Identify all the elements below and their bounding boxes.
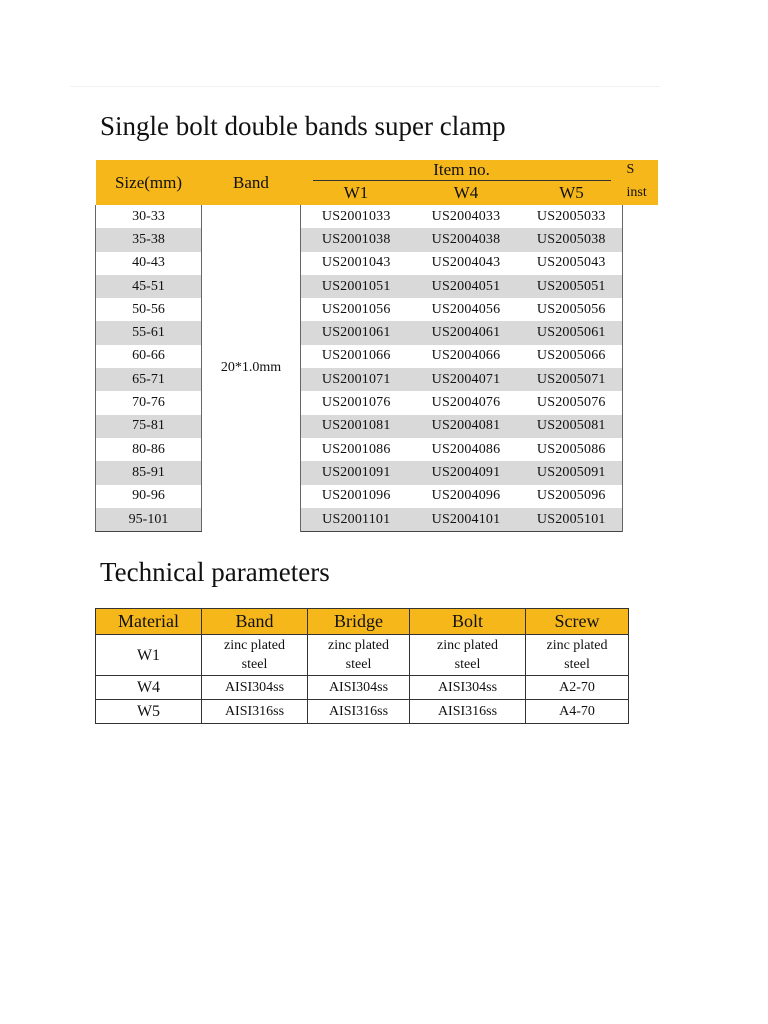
w5-cell: US2005066 <box>536 348 606 364</box>
material-cell: W4 <box>96 676 202 700</box>
screw-line1: zinc plated <box>546 638 608 653</box>
size-cell: 65-71 <box>96 368 202 391</box>
screw-cell: A4-70 <box>526 700 629 724</box>
w1-cell: US2001033 <box>321 208 391 224</box>
w4-cell: US2004091 <box>412 461 521 484</box>
table-row <box>96 461 659 484</box>
w5-cell: US2005038 <box>521 228 623 251</box>
w5-cell: US2005091 <box>521 461 623 484</box>
header-w4: W4 <box>412 180 521 205</box>
screw-cell <box>526 635 629 676</box>
w5-cell: US2005096 <box>536 488 606 504</box>
w1-cell: US2001038 <box>301 228 412 251</box>
w1-cell: US2001056 <box>321 301 391 317</box>
size-cell: 40-43 <box>96 252 202 275</box>
size-cell: 80-86 <box>96 438 202 461</box>
band-line1: zinc plated <box>223 638 286 653</box>
header-s-bottom: inst <box>623 180 658 205</box>
w4-cell: US2004086 <box>431 441 501 457</box>
header-screw: Screw <box>526 609 629 635</box>
table-row <box>96 635 629 676</box>
w1-cell: US2001081 <box>301 415 412 438</box>
w1-cell: US2001061 <box>301 321 412 344</box>
header-w5: W5 <box>521 180 623 205</box>
table-row <box>96 228 659 251</box>
w5-cell: US2005081 <box>521 415 623 438</box>
table-row <box>96 368 659 391</box>
screw-cell: A2-70 <box>526 676 629 700</box>
size-cell: 75-81 <box>96 415 202 438</box>
w4-cell: US2004071 <box>412 368 521 391</box>
w1-cell: US2001086 <box>321 441 391 457</box>
bolt-cell: AISI304ss <box>410 676 526 700</box>
w5-cell: US2005056 <box>536 301 606 317</box>
header-w1: W1 <box>301 180 412 205</box>
table-row <box>96 298 659 321</box>
table-row <box>96 205 659 228</box>
header-band: Band <box>202 609 308 635</box>
size-cell: 95-101 <box>96 508 202 532</box>
w1-cell: US2001043 <box>321 255 391 271</box>
header-material: Material <box>96 609 202 635</box>
section-title-technical: Technical parameters <box>100 557 330 587</box>
header-bolt: Bolt <box>410 609 526 635</box>
item-number-table <box>95 160 658 532</box>
w4-cell: US2004033 <box>431 208 501 224</box>
table-row <box>96 415 659 438</box>
s-cell <box>623 205 658 532</box>
w4-cell: US2004066 <box>431 348 501 364</box>
table-row <box>96 485 659 508</box>
band-cell <box>202 635 308 676</box>
size-cell: 30-33 <box>96 205 202 228</box>
table-row <box>96 252 659 275</box>
material-cell: W5 <box>96 700 202 724</box>
w4-cell: US2004096 <box>431 488 501 504</box>
bridge-line2: steel <box>345 657 372 672</box>
item-number-table-grid <box>95 160 658 532</box>
bridge-line1: zinc plated <box>327 638 390 653</box>
bridge-cell: AISI316ss <box>308 700 410 724</box>
w4-cell: US2004038 <box>412 228 521 251</box>
size-cell: 55-61 <box>96 321 202 344</box>
w4-cell: US2004043 <box>431 255 501 271</box>
page-title: Single bolt double bands super clamp <box>100 111 506 141</box>
material-cell: W1 <box>96 635 202 676</box>
table-row <box>96 508 659 532</box>
size-cell: 50-56 <box>96 298 202 321</box>
band-cell: AISI316ss <box>202 700 308 724</box>
w4-cell: US2004051 <box>412 275 521 298</box>
w5-cell: US2005101 <box>521 508 623 532</box>
band-cell: AISI304ss <box>202 676 308 700</box>
w4-cell: US2004081 <box>412 415 521 438</box>
size-cell: 85-91 <box>96 461 202 484</box>
w5-cell: US2005051 <box>521 275 623 298</box>
bolt-line1: zinc plated <box>436 638 499 653</box>
table-row <box>96 391 659 414</box>
table-row <box>96 275 659 298</box>
w5-cell: US2005043 <box>536 255 606 271</box>
bolt-line2: steel <box>454 657 481 672</box>
header-bridge: Bridge <box>308 609 410 635</box>
table-row <box>96 700 629 724</box>
screw-line2: steel <box>564 657 590 672</box>
w1-cell: US2001071 <box>301 368 412 391</box>
band-cell: 20*1.0mm <box>202 205 301 532</box>
table-row <box>96 676 629 700</box>
size-cell: 35-38 <box>96 228 202 251</box>
w1-cell: US2001066 <box>321 348 391 364</box>
w5-cell: US2005086 <box>536 441 606 457</box>
w4-cell: US2004061 <box>412 321 521 344</box>
w1-cell: US2001051 <box>301 275 412 298</box>
w1-cell: US2001096 <box>321 488 391 504</box>
header-s-top: S <box>623 160 658 180</box>
w5-cell: US2005076 <box>536 395 606 411</box>
table-row <box>96 321 659 344</box>
bridge-cell <box>308 635 410 676</box>
size-cell: 70-76 <box>96 391 202 414</box>
bolt-cell: AISI316ss <box>410 700 526 724</box>
table-header-row <box>96 609 629 635</box>
band-line2: steel <box>241 657 268 672</box>
table-row <box>96 345 659 368</box>
w4-cell: US2004101 <box>412 508 521 532</box>
w5-cell: US2005033 <box>536 208 606 224</box>
w4-cell: US2004056 <box>431 301 501 317</box>
bolt-cell <box>410 635 526 676</box>
w1-cell: US2001076 <box>321 395 391 411</box>
header-item-no: Item no. <box>301 160 623 180</box>
bridge-cell: AISI304ss <box>308 676 410 700</box>
w1-cell: US2001091 <box>301 461 412 484</box>
top-divider <box>70 86 660 87</box>
header-band: Band <box>202 160 301 205</box>
table-row <box>96 438 659 461</box>
w5-cell: US2005071 <box>521 368 623 391</box>
technical-parameters-table <box>95 608 629 724</box>
w4-cell: US2004076 <box>431 395 501 411</box>
size-cell: 45-51 <box>96 275 202 298</box>
size-cell: 90-96 <box>96 485 202 508</box>
w1-cell: US2001101 <box>301 508 412 532</box>
size-cell: 60-66 <box>96 345 202 368</box>
w5-cell: US2005061 <box>521 321 623 344</box>
header-size: Size(mm) <box>96 160 202 205</box>
